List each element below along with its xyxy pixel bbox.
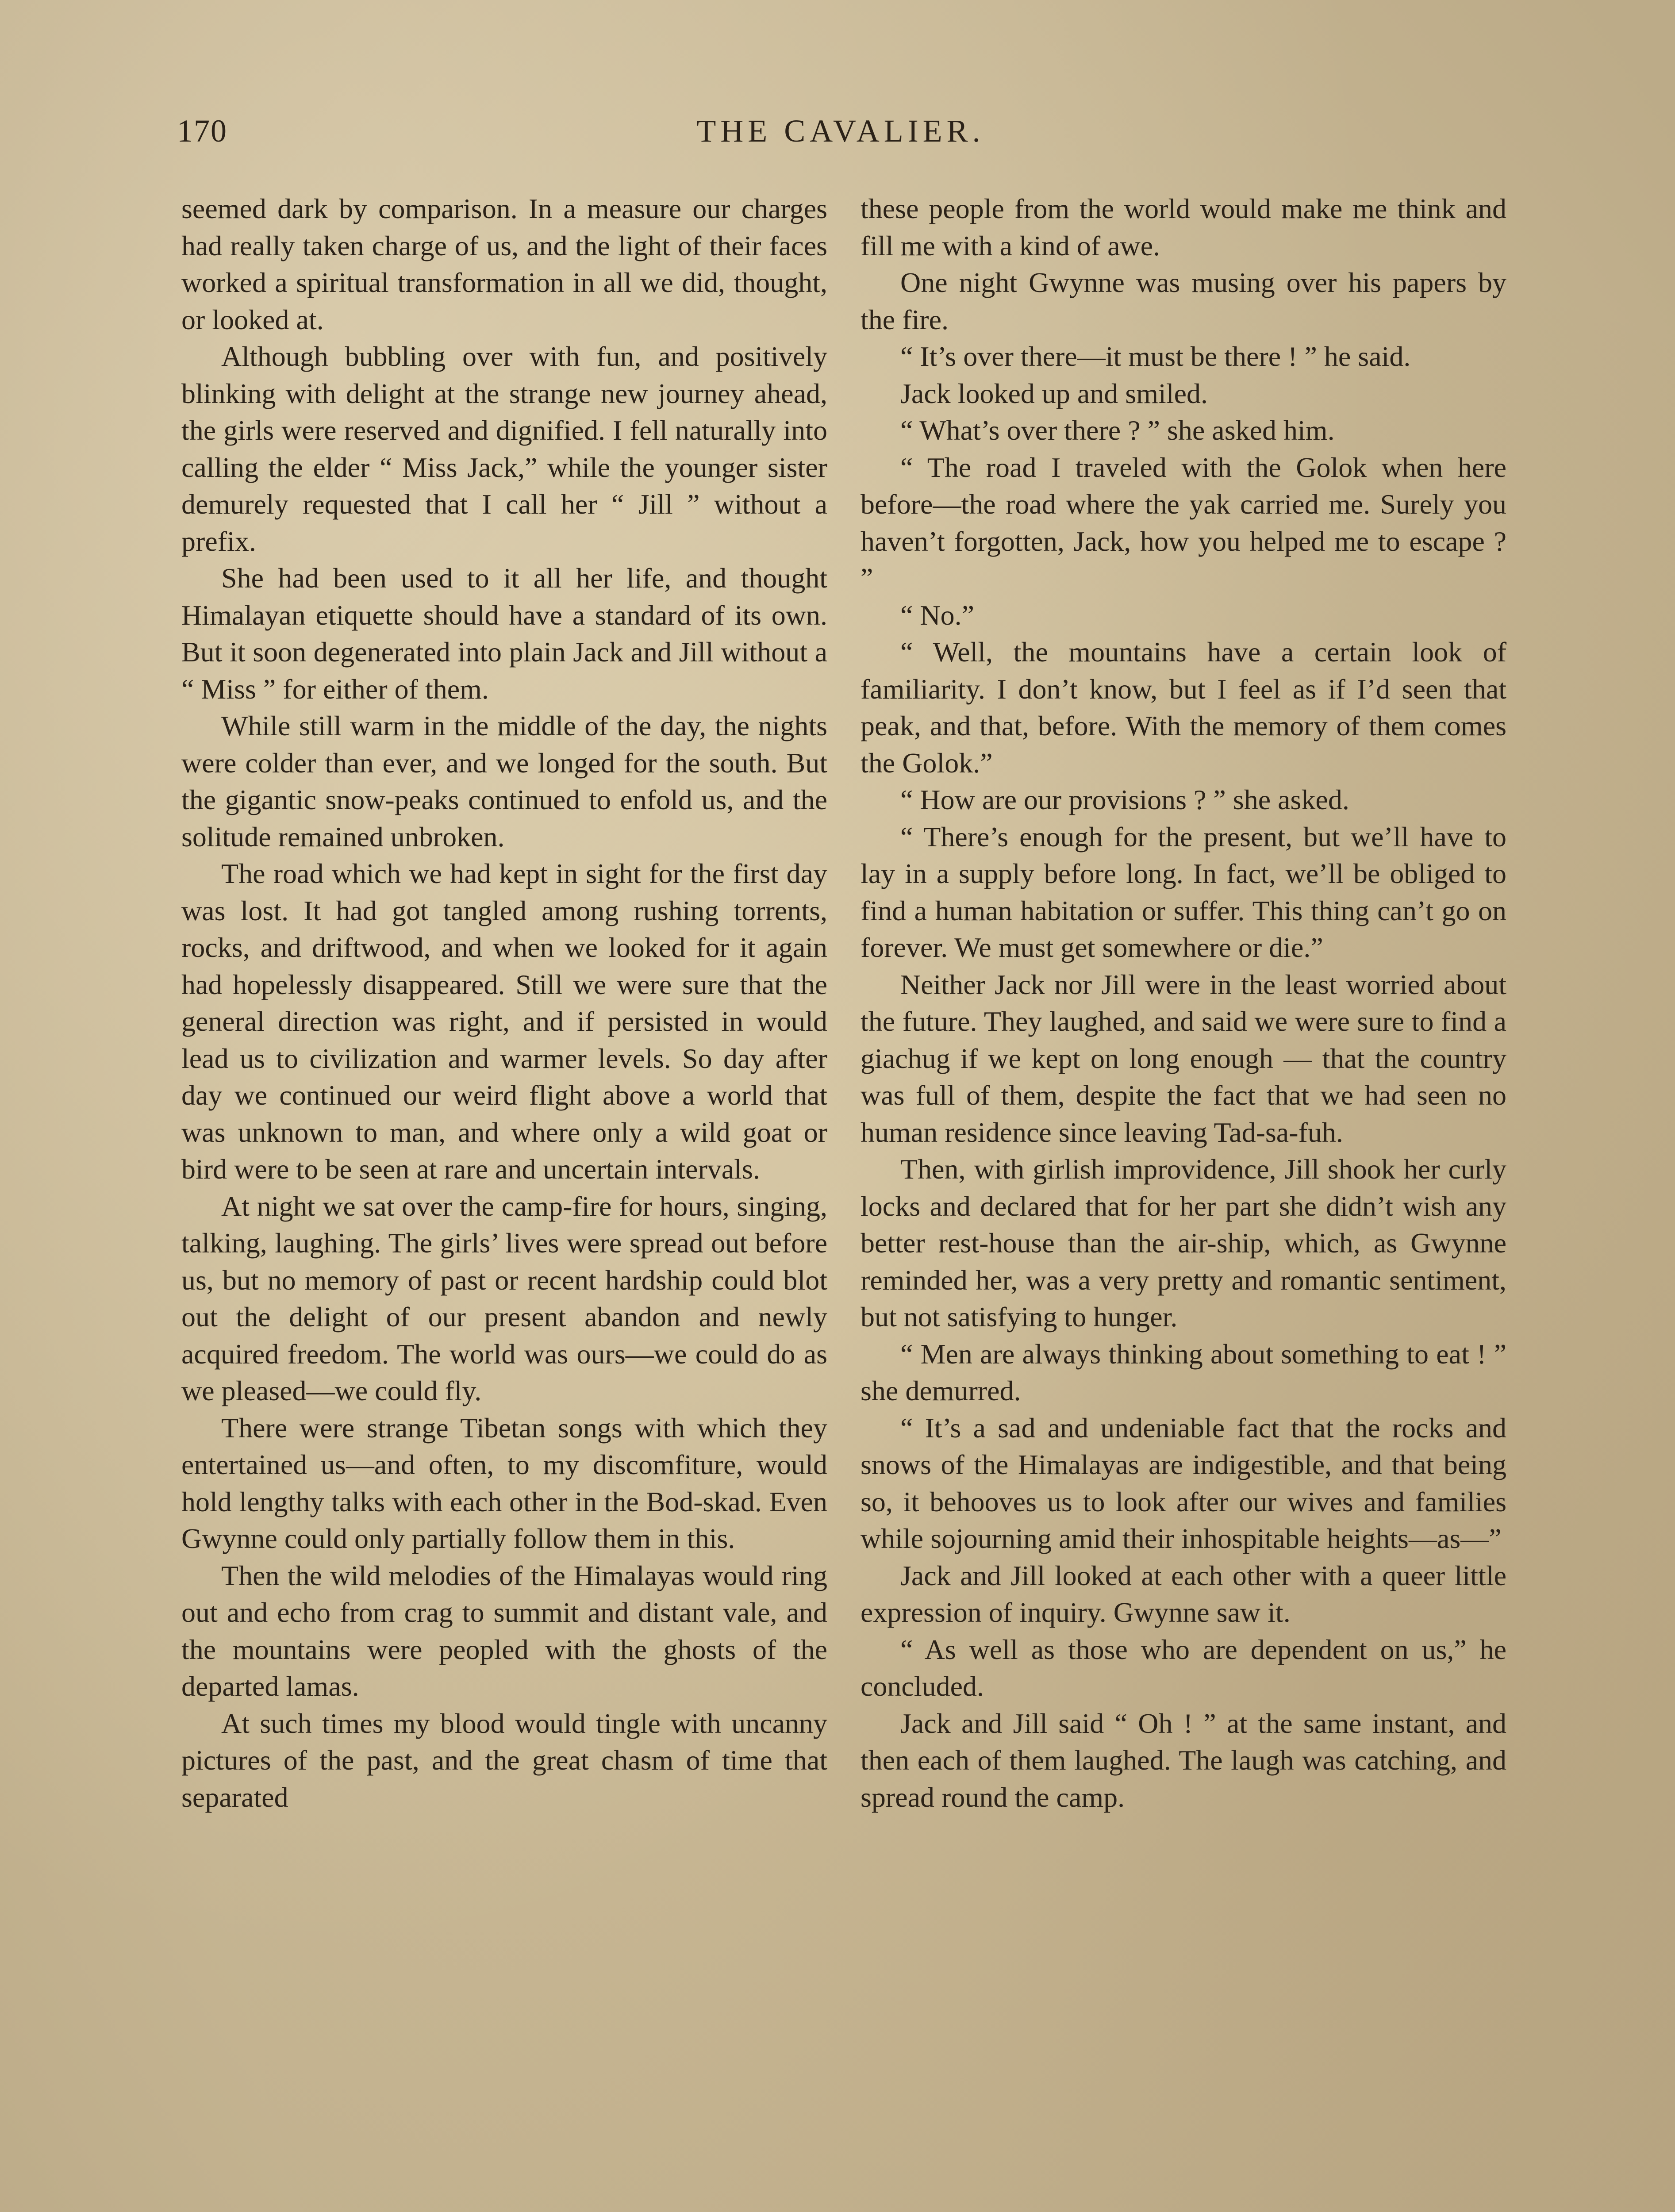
paragraph: At night we sat over the camp-fire for hours, singing, talking, laughing. The girls’ lives were spread out before us, but no memory of past or recent hardship could blot out the delight of our present abandon and newly acquired freedom. The world was ours—we could do as we pleased—we could fly. — [181, 1190, 827, 1406]
right-column — [861, 190, 1506, 1816]
paragraph: these people from the world would make me think and fill me with a kind of awe. — [861, 193, 1506, 261]
paragraph: “ The road I traveled with the Golok when here before—the road where the yak carried me. Surely you haven’t forgotten, Jack, how you helped me to escape ? ” — [861, 451, 1506, 594]
paragraph: “ As well as those who are dependent on us,” he concluded. — [861, 1633, 1506, 1702]
paragraph: At such times my blood would tingle with uncanny pictures of the past, and the great chasm of time that separated — [181, 1707, 827, 1813]
left-column — [181, 190, 827, 1816]
paragraph: Although bubbling over with fun, and positively blinking with delight at the strange new journey ahead, the girls were reserved and dignified. I fell naturally into calling the elder “ Miss Jack,” while the younger sister demurely requested that I call her “ Jill ” without a prefix. — [181, 341, 827, 557]
paragraph: “ It’s over there—it must be there ! ” he said. — [900, 341, 1411, 372]
paragraph: There were strange Tibetan songs with which they entertained us—and often, to my discomfiture, would hold lengthy talks with each other in the Bod-skad. Even Gwynne could only partially follow them in this. — [181, 1412, 827, 1554]
page-number: 170 — [177, 113, 227, 149]
paragraph: Jack looked up and smiled. — [900, 377, 1208, 409]
paragraph: “ It’s a sad and undeniable fact that the rocks and snows of the Himalayas are indigestible, and that being so, it behooves us to look after our wives and families while sojourning amid their inhospitable heights—as—” — [861, 1412, 1506, 1554]
paragraph: Then, with girlish improvidence, Jill shook her curly locks and declared that for her part she didn’t wish any better rest-house than the air-ship, which, as Gwynne reminded her, was a very pretty and romantic sentiment, but not satisfying to hunger. — [861, 1153, 1506, 1333]
paragraph: Jack and Jill looked at each other with a queer little expression of inquiry. Gwynne saw it. — [861, 1559, 1506, 1628]
paragraph: One night Gwynne was musing over his papers by the fire. — [861, 267, 1506, 335]
paragraph: seemed dark by comparison. In a measure our charges had really taken charge of us, and the light of their faces worked a spiritual transformation in all we did, thought, or looked at. — [181, 193, 827, 335]
paragraph: “ Well, the mountains have a certain look of familiarity. I don’t know, but I feel as if I’d seen that peak, and that, before. With the memory of them comes the Golok.” — [861, 636, 1506, 779]
paragraph: She had been used to it all her life, and thought Himalayan etiquette should have a standard of its own. But it soon degenerated into plain Jack and Jill without a “ Miss ” for either of them. — [181, 562, 827, 705]
paragraph: “ There’s enough for the present, but we’ll have to lay in a supply before long. In fact, we’ll be obliged to find a human habitation or suffer. This thing can’t go on forever. We must get somewhere or die.” — [861, 821, 1506, 963]
paragraph: Then the wild melodies of the Himalayas would ring out and echo from crag to summit and distant vale, and the mountains were peopled with the ghosts of the departed lamas. — [181, 1559, 827, 1702]
running-title: THE CAVALIER. — [696, 113, 985, 149]
page-header — [177, 113, 1504, 161]
paragraph: Neither Jack nor Jill were in the least worried about the future. They laughed, and said we were sure to find a giachug if we kept on long enough — that the country was full of them, despite the fact that we had seen no human residence since leaving Tad-sa-fuh. — [861, 968, 1506, 1148]
paragraph: “ What’s over there ? ” she asked him. — [900, 415, 1335, 446]
paragraph: “ No.” — [900, 599, 975, 631]
paragraph: While still warm in the middle of the day, the nights were colder than ever, and we longed for the south. But the gigantic snow-peaks continued to enfold us, and the solitude remained unbroken. — [181, 710, 827, 853]
paragraph: Jack and Jill said “ Oh ! ” at the same instant, and then each of them laughed. The laugh was catching, and spread round the camp. — [861, 1707, 1506, 1813]
paragraph: The road which we had kept in sight for the first day was lost. It had got tangled among rushing torrents, rocks, and driftwood, and when we looked for it again had hopelessly disappeared. Still we were sure that the general direction was right, and if persisted in would lead us to civilization and warmer levels. So day after day we continued our weird flight above a world that was unknown to man, and where only a wild goat or bird were to be seen at rare and uncertain intervals. — [181, 858, 827, 1185]
paragraph: “ How are our provisions ? ” she asked. — [900, 784, 1349, 815]
paragraph: “ Men are always thinking about something to eat ! ” she demurred. — [861, 1338, 1506, 1406]
